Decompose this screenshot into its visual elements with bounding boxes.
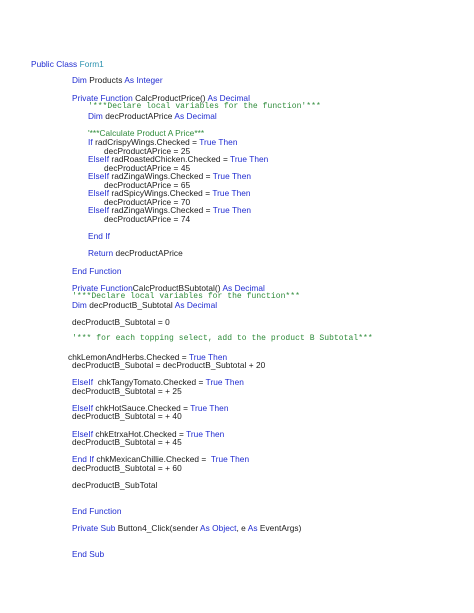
code-line [31, 59, 104, 69]
code-keyword: ElseIf [88, 171, 110, 181]
code-text: EventArgs) [257, 523, 302, 533]
code-text: radZingaWings.Checked = [109, 171, 213, 181]
code-line [72, 411, 182, 421]
code-line [72, 75, 163, 85]
code-keyword: ElseIf [72, 377, 94, 387]
code-comment: '***Declare local variables for the function*** [72, 292, 300, 301]
code-line [72, 506, 122, 516]
code-keyword: As [247, 523, 258, 533]
code-line [72, 437, 182, 447]
code-text: chkHotSauce.Checked = [93, 403, 191, 413]
code-type-name: Form1 [79, 59, 104, 69]
code-line [72, 266, 122, 276]
code-keyword: True Then [186, 429, 225, 439]
code-keyword: ElseIf [72, 403, 94, 413]
code-keyword: As Decimal [174, 300, 218, 310]
code-text: decProductAPrice = 45 [104, 163, 191, 173]
code-keyword: Public Class [31, 59, 80, 69]
code-keyword: True Then [199, 137, 238, 147]
code-keyword: As Integer [124, 75, 163, 85]
code-text: decProductAPrice = 74 [104, 214, 191, 224]
code-text: decProductB_Subtotal = + 60 [72, 463, 182, 473]
code-keyword: True Then [212, 205, 252, 215]
code-keyword: As Decimal [207, 93, 250, 103]
code-line [72, 317, 170, 327]
code-line [88, 111, 217, 121]
code-line [72, 463, 182, 473]
code-comment: '***Calculate Product A Price*** [88, 128, 205, 138]
code-text: chkTangyTomato.Checked = [93, 377, 206, 387]
code-keyword: ElseIf [88, 188, 110, 198]
code-line [72, 386, 182, 396]
code-keyword: Dim [88, 111, 103, 121]
code-keyword: End If [88, 231, 110, 241]
code-line [72, 549, 104, 559]
code-keyword: ElseIf [88, 205, 110, 215]
code-text: chkMexicanChillie.Checked = [93, 454, 211, 464]
code-text: decProductAPrice = 65 [104, 180, 191, 190]
code-line [104, 214, 190, 224]
code-text: Products [86, 75, 125, 85]
code-keyword: True Then [205, 377, 244, 387]
code-text: radZingaWings.Checked = [109, 205, 213, 215]
code-line [72, 480, 157, 490]
code-line [88, 248, 183, 258]
code-text: CalcProductPrice() [132, 93, 208, 103]
code-keyword: Private Sub [72, 523, 116, 533]
code-text: decProductAPrice [102, 111, 175, 121]
code-keyword: Private Function [72, 93, 133, 103]
code-keyword: ElseIf [72, 429, 94, 439]
code-keyword: True Then [212, 171, 252, 181]
code-text: CalcProductBSubtotal() [132, 283, 223, 293]
code-keyword: Dim [72, 300, 87, 310]
code-keyword: If [88, 137, 93, 147]
code-keyword: True Then [230, 154, 269, 164]
code-keyword: ElseIf [88, 154, 110, 164]
code-keyword: Return [88, 248, 114, 258]
code-keyword: As Decimal [222, 283, 265, 293]
code-text: decProductB_Subtotal = + 40 [72, 411, 182, 421]
code-text: radRoastedChicken.Checked = [109, 154, 231, 164]
code-keyword: End Function [72, 266, 122, 276]
code-keyword: True Then [210, 454, 250, 464]
code-keyword: As Decimal [174, 111, 217, 121]
code-text: radCrispyWings.Checked = [92, 137, 200, 147]
code-comment: '***Declare local variables for the function'*** [88, 102, 321, 111]
code-keyword: True Then [188, 352, 228, 362]
code-text: decProductB_Subtotal [86, 300, 175, 310]
code-comment: '*** for each topping select, add to the product B Subtotal*** [72, 334, 373, 343]
code-text: radSpicyWings.Checked = [109, 188, 213, 198]
code-text: chkLemonAndHerbs.Checked = [68, 352, 189, 362]
code-line [72, 300, 217, 310]
code-text: decProductB_Subtotal = + 45 [72, 437, 182, 447]
code-text: decProductAPrice = 25 [104, 146, 191, 156]
code-keyword: True Then [190, 403, 229, 413]
code-text: decProductB_Subtotal = 0 [72, 317, 170, 327]
code-keyword: End If [72, 454, 94, 464]
code-keyword: True Then [212, 188, 251, 198]
code-text: Button4_Click(sender [115, 523, 201, 533]
code-text: chkEtrxaHot.Checked = [93, 429, 187, 439]
code-text: decProductB_Subotal = decProductB_Subtotal + 20 [72, 360, 266, 370]
code-text: decProductB_SubTotal [72, 480, 158, 490]
code-line [72, 523, 301, 533]
code-keyword: Dim [72, 75, 87, 85]
code-keyword: Private Function [72, 283, 133, 293]
code-text: decProductAPrice = 70 [104, 197, 191, 207]
code-line [88, 231, 110, 241]
code-line [72, 360, 265, 370]
code-keyword: As Object [200, 523, 237, 533]
code-keyword: End Sub [72, 549, 105, 559]
code-text: , e [236, 523, 248, 533]
code-line [72, 334, 373, 344]
code-text: decProductB_Subtotal = + 25 [72, 386, 182, 396]
code-text: decProductAPrice [113, 248, 183, 258]
code-keyword: End Function [72, 506, 122, 516]
